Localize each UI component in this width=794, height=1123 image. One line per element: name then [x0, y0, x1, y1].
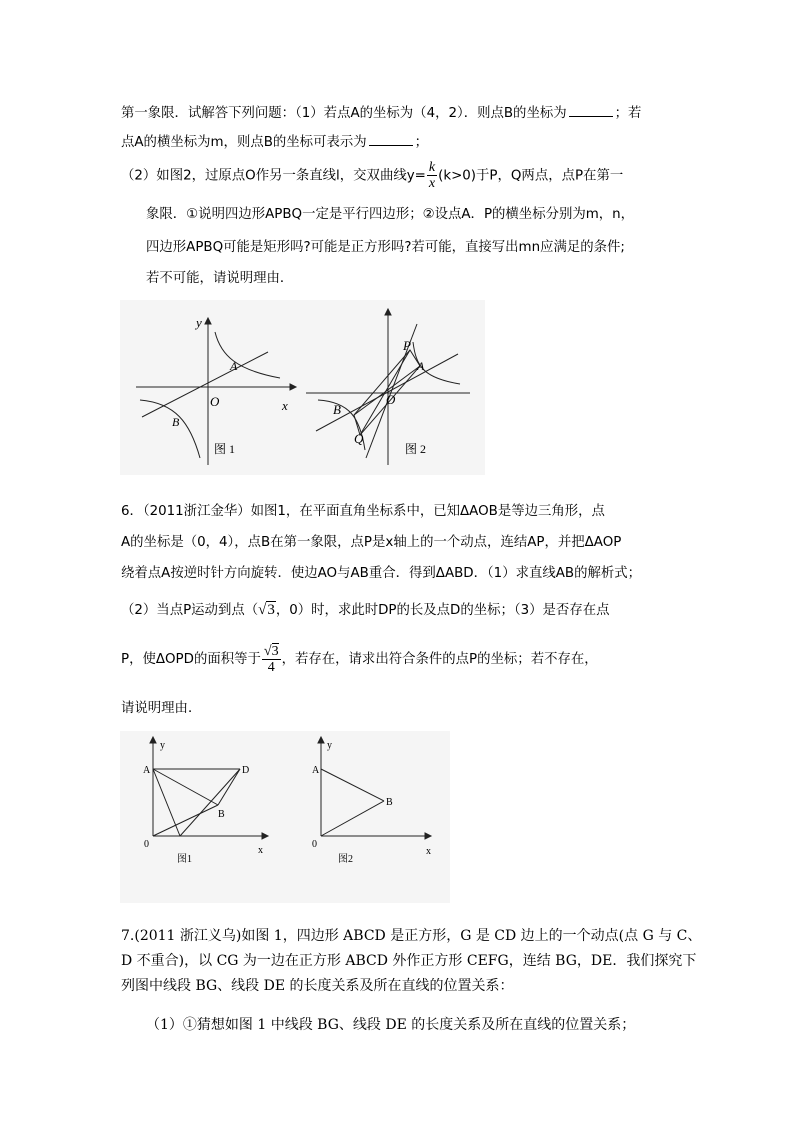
point-b-label-2: B [333, 402, 341, 417]
p5-line6: 若不可能，请说明理由． [146, 271, 294, 286]
point-b-label-1: B [172, 415, 180, 429]
x-arrow-1 [290, 384, 296, 390]
p5-line2: 点A的横坐标为m，则点B的坐标可表示为 ； [121, 135, 429, 150]
x-arrow-p6-1 [262, 833, 268, 839]
sqrt-3: √3 [258, 602, 275, 618]
origin-label-1: O [210, 394, 220, 409]
caption-p6-1: 图1 [177, 854, 192, 865]
y-arrow-1 [205, 318, 211, 324]
figure-p6-left [150, 737, 268, 839]
figure-p6-svg [120, 731, 450, 903]
p6-line5: P，使ΔOPD的面积等于 $\frac{√3}{4}$ ，若存在，请求出符合条件的点P的坐标；若不存在， [121, 643, 598, 675]
p5-line3: （2）如图2，过原点O作另一条直线l，交双曲线y= $\frac{k}{x}$ (k>0)于P，Q两点，点P在第一 [121, 160, 624, 191]
answer-blank-1 [569, 104, 613, 117]
y-arrow-p6-1 [150, 737, 156, 743]
segment-ob [153, 805, 218, 836]
y-label-1: y [196, 315, 202, 330]
figure-2-graph [306, 309, 470, 465]
origin-label-2: O [386, 392, 396, 407]
point-a-label-1: A [230, 359, 238, 373]
diag-ab [354, 366, 420, 415]
caption-fig-1: 图 1 [214, 442, 236, 456]
point-a-label-2: A [417, 359, 425, 373]
segment-ob-2 [321, 801, 384, 836]
fraction-k-over-x: $\frac{k}{x}$ [428, 160, 436, 191]
p7-line2: D 不重合)，以 CG 为一边在正方形 ABCD 外作正方形 CEFG，连结 BG，DE．我们探究下 [121, 953, 697, 969]
p6-line1: 6．（2011浙江金华）如图1，在平面直角坐标系中，已知ΔAOB是等边三角形，点 [121, 504, 605, 519]
y-label-p6-2: y [327, 740, 332, 751]
o-label-p6-2: 0 [312, 839, 317, 850]
p5-line5: 四边形APBQ可能是矩形吗?可能是正方形吗?若可能，直接写出mn应满足的条件; [146, 240, 625, 255]
x-label-p6-2: x [426, 846, 431, 857]
y-arrow-2 [385, 309, 391, 315]
y-label-p6-1: y [160, 740, 165, 751]
segment-ap [153, 769, 180, 836]
point-p-label: P [403, 338, 411, 353]
a-label-p6-2: A [312, 765, 320, 776]
p7-line3: 列图中线段 BG、线段 DE 的长度关系及所在直线的位置关系： [121, 978, 514, 994]
p6-line4: （2）当点P运动到点（√3，0）时，求此时DP的长及点D的坐标；（3）是否存在点 [121, 602, 610, 618]
figure-p6-right [318, 737, 431, 839]
hyperbola-upper-1 [215, 332, 280, 378]
segment-pd [180, 769, 240, 836]
point-q-label: Q [354, 431, 364, 446]
a-label-p6-1: A [143, 765, 151, 776]
p6-line2: A的坐标是（0，4），点B在第一象限，点P是x轴上的一个动点，连结AP，并把ΔAOP [121, 535, 622, 550]
x-label-1: x [282, 398, 288, 413]
segment-ab-2 [321, 769, 384, 801]
figure-p6 [120, 731, 450, 903]
o-label-p6-1: 0 [144, 839, 149, 850]
figure-p5 [120, 300, 485, 475]
x-arrow-p6-2 [425, 833, 431, 839]
figure-p5-svg [120, 300, 485, 475]
segment-bd [218, 769, 240, 805]
p6-line3: 绕着点A按逆时针方向旋转．使边AO与AB重合．得到ΔABD．（1）求直线AB的解析式； [121, 566, 642, 581]
hyperbola-lower-1 [140, 400, 200, 458]
p6-line6: 请说明理由． [121, 701, 202, 716]
caption-fig-2: 图 2 [405, 442, 427, 456]
answer-blank-2 [369, 133, 413, 146]
y-arrow-p6-2 [318, 737, 324, 743]
p5-line4: 象限．①说明四边形APBQ一定是平行四边形；②设点A．P的横坐标分别为m，n， [146, 207, 635, 222]
segment-ab [153, 769, 218, 805]
p7-line1: 7.(2011 浙江义乌)如图 1，四边形 ABCD 是正方形，G 是 CD 边上的一个动点(点 G 与 C、 [121, 928, 702, 944]
line-ab-1 [142, 352, 268, 417]
x-label-p6-1: x [258, 845, 263, 856]
d-label-p6-1: D [242, 765, 250, 776]
b-label-p6-1: B [218, 809, 225, 820]
p7-line4: （1）①猜想如图 1 中线段 BG、线段 DE 的长度关系及所在直线的位置关系； [146, 1017, 636, 1033]
caption-p6-2: 图2 [338, 854, 353, 865]
b-label-p6-2: B [386, 797, 393, 808]
fraction-sqrt3-over-4: $\frac{√3}{4}$ [263, 643, 279, 675]
p5-line1: 第一象限．试解答下列问题：（1）若点A的坐标为（4，2）．则点B的坐标为 ；若 [121, 106, 642, 121]
